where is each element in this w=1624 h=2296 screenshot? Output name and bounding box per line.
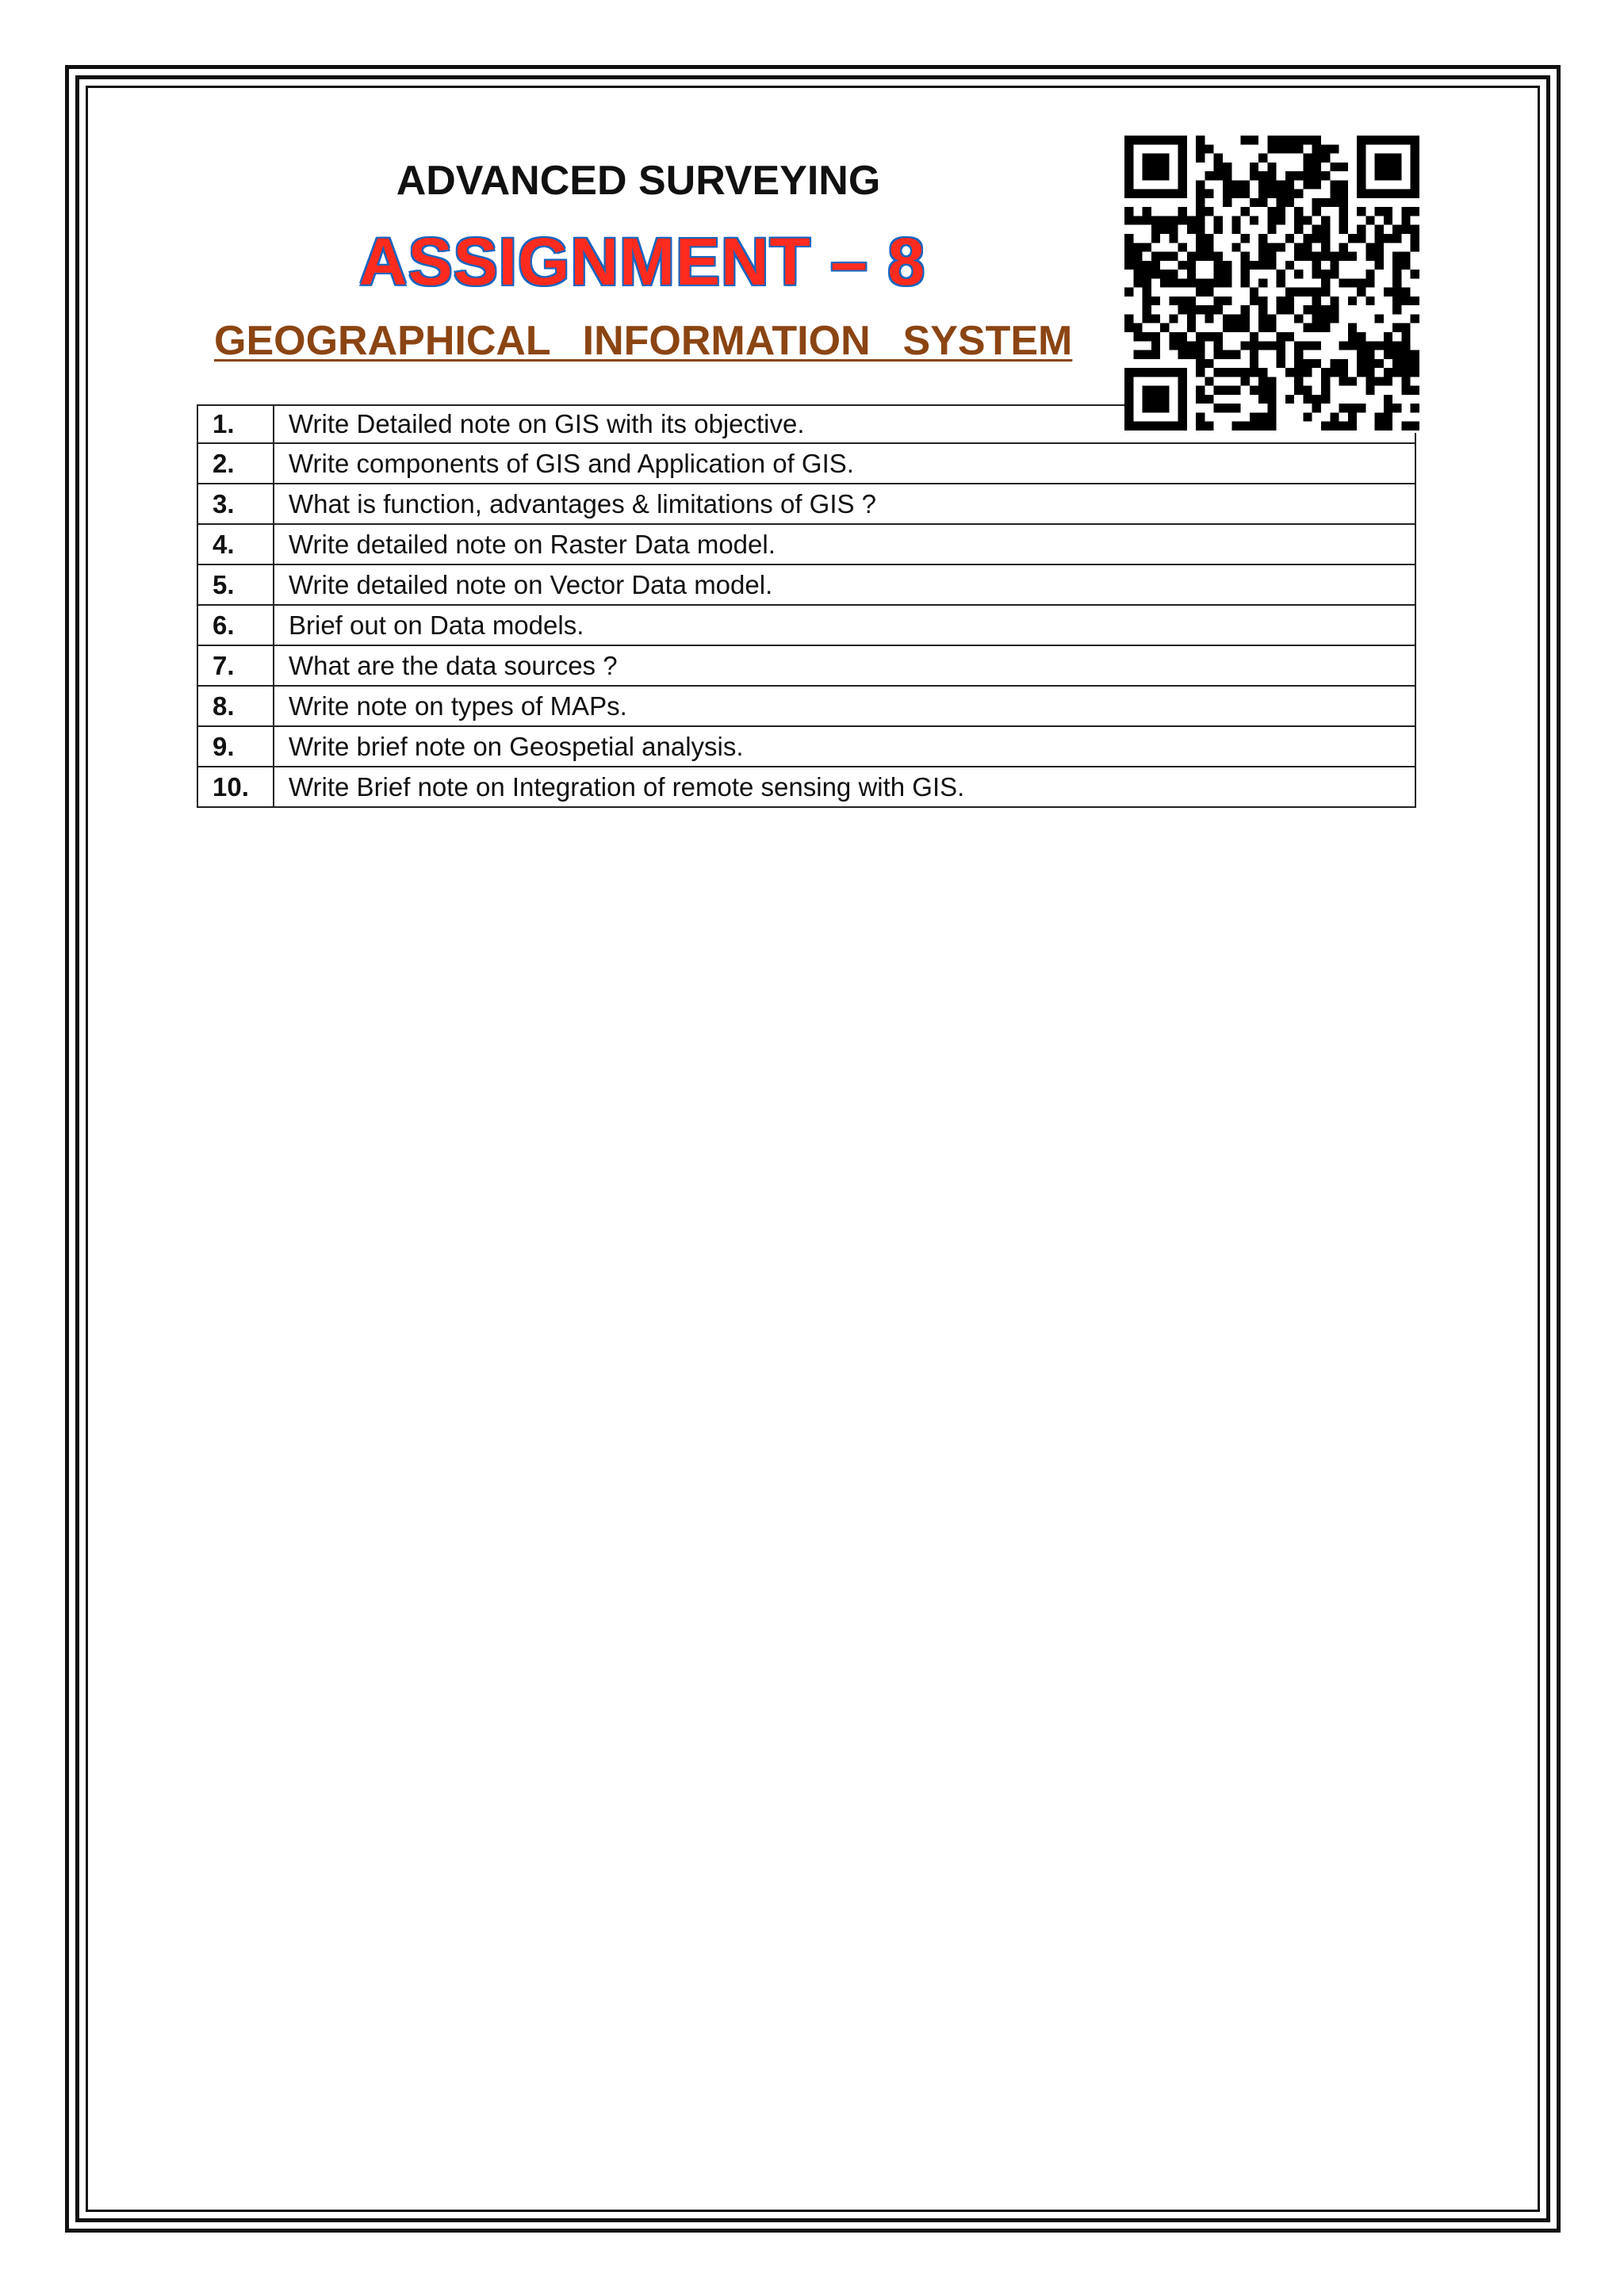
table-row [197, 484, 1415, 524]
question-number: 8. [197, 686, 274, 726]
subject-title: GEOGRAPHICAL INFORMATION SYSTEM [214, 318, 1073, 364]
course-title: ADVANCED SURVEYING [396, 158, 881, 204]
question-number: 3. [197, 484, 274, 524]
question-number: 10. [197, 767, 274, 807]
question-text: What are the data sources ? [274, 645, 1415, 686]
assignment-title: ASSIGNMENT – 8 [358, 224, 926, 299]
question-number: 4. [197, 524, 274, 564]
table-row [197, 605, 1415, 645]
table-row [197, 686, 1415, 726]
question-text: Write detailed note on Raster Data model. [274, 524, 1415, 564]
question-text: Write components of GIS and Application of GIS. [274, 443, 1415, 484]
table-row [197, 767, 1415, 807]
question-number: 9. [197, 726, 274, 767]
question-number: 5. [197, 564, 274, 605]
question-text: Write detailed note on Vector Data model. [274, 564, 1415, 605]
qr-code-icon [1124, 133, 1419, 433]
table-row [197, 524, 1415, 564]
table-row [197, 726, 1415, 767]
table-row [197, 564, 1415, 605]
question-text: Write Detailed note on GIS with its objective. [274, 405, 1415, 443]
question-text: Write Brief note on Integration of remote sensing with GIS. [274, 767, 1415, 807]
table-row [197, 645, 1415, 686]
question-number: 6. [197, 605, 274, 645]
question-number: 1. [197, 405, 274, 443]
question-text: Write note on types of MAPs. [274, 686, 1415, 726]
question-number: 7. [197, 645, 274, 686]
question-text: Brief out on Data models. [274, 605, 1415, 645]
table-row [197, 443, 1415, 484]
questions-table [197, 404, 1416, 808]
question-number: 2. [197, 443, 274, 484]
question-text: What is function, advantages & limitations of GIS ? [274, 484, 1415, 524]
question-text: Write brief note on Geospetial analysis. [274, 726, 1415, 767]
